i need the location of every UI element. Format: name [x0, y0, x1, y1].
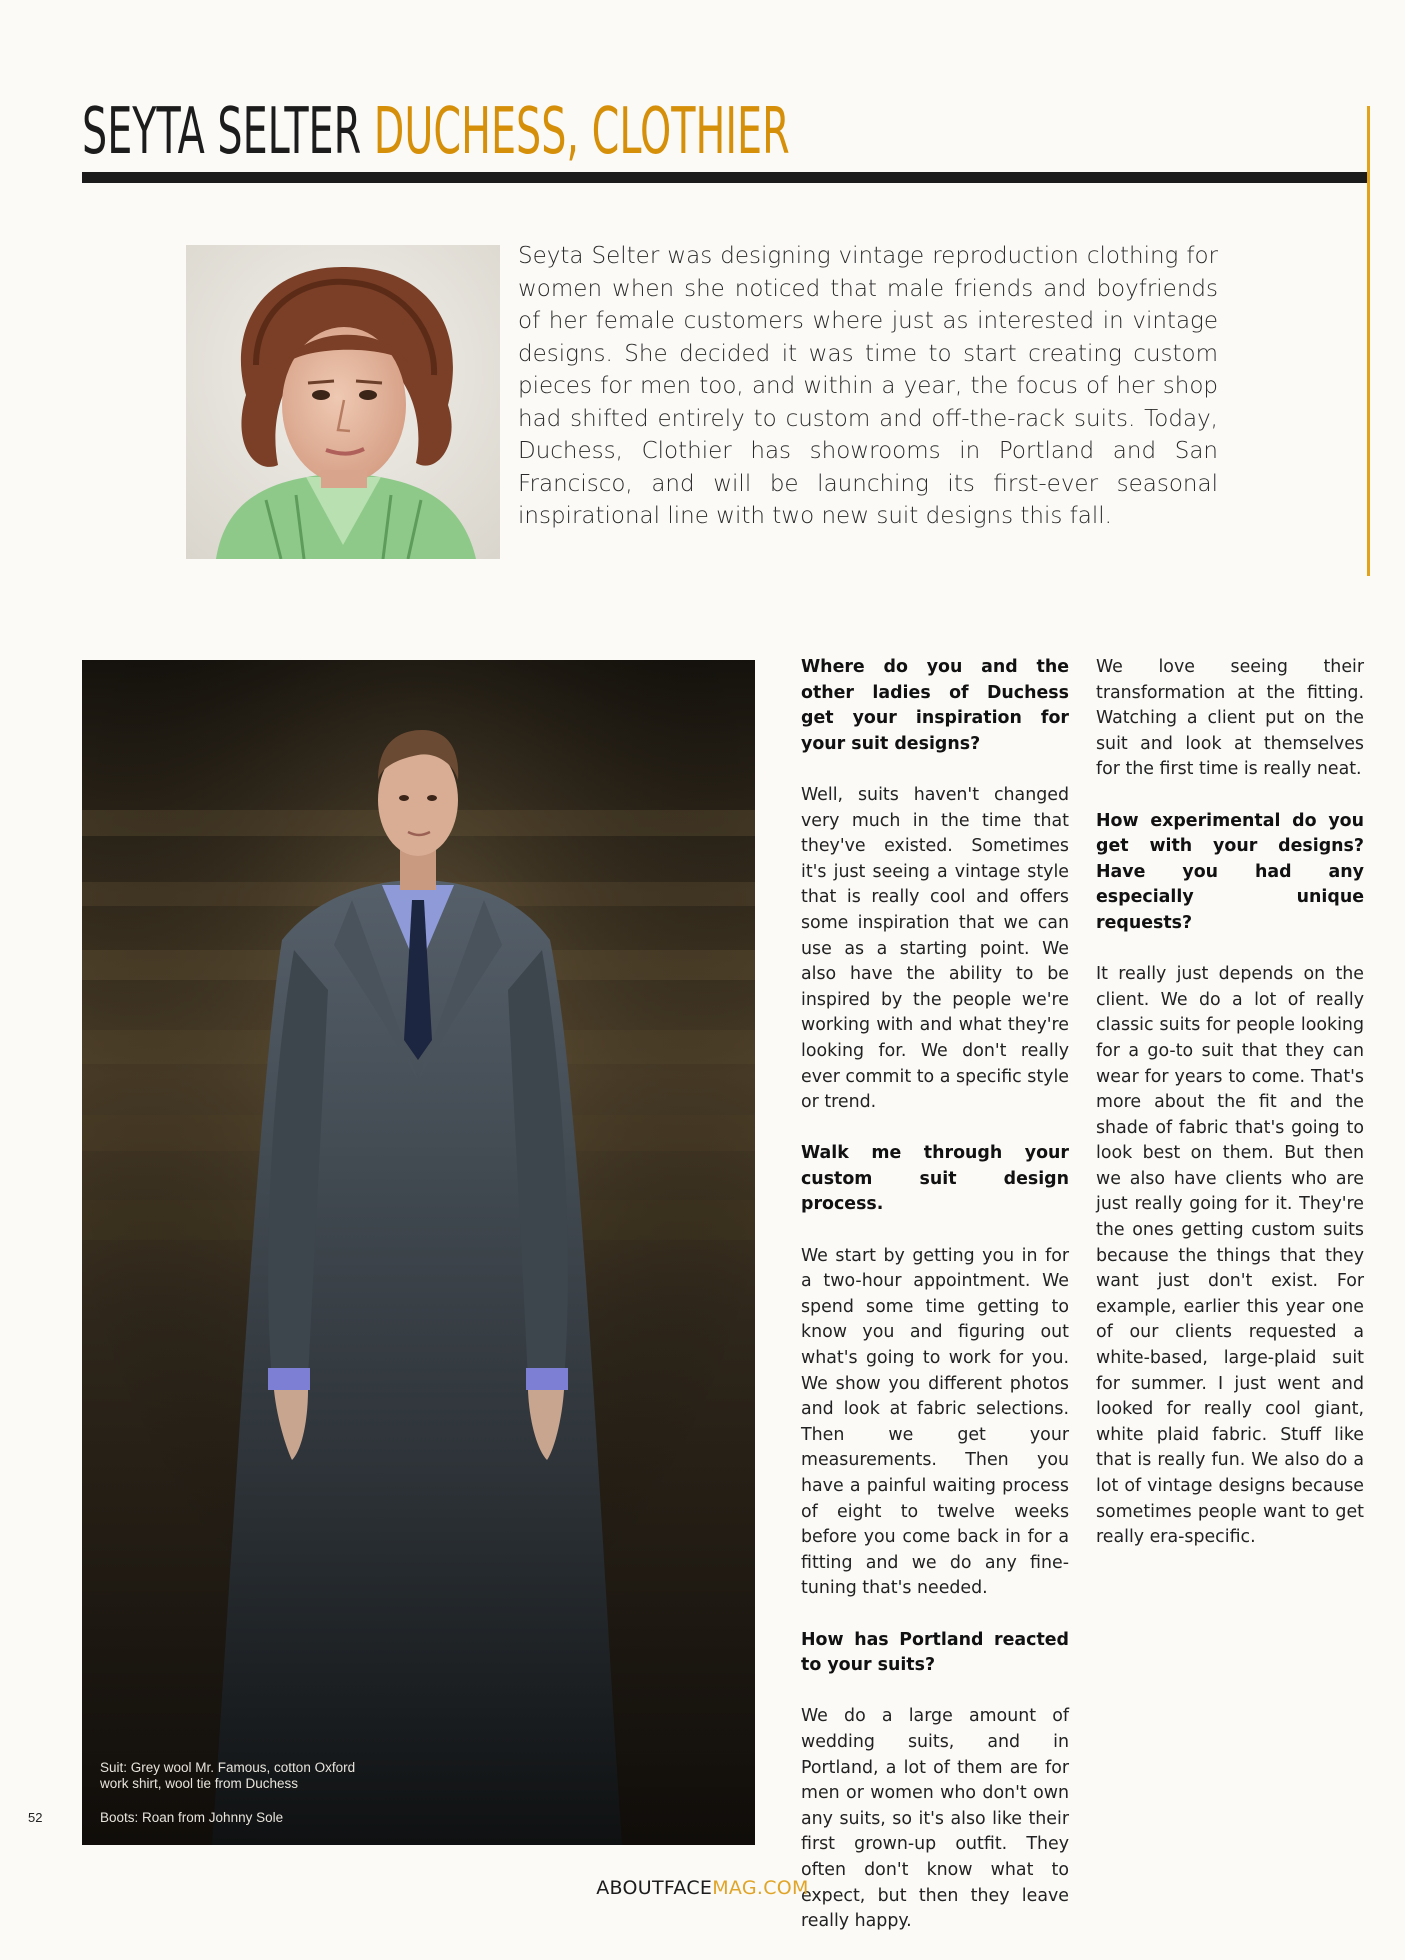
- article-column-2: [1096, 655, 1364, 1576]
- photo-caption-boots: Boots: Roan from Johnny Sole: [100, 1810, 284, 1825]
- answer-3: We do a large amount of wedding suits, and in Portland, a lot of them are for men or women who don't own any suits, so it's also like their first grown-up outfit. They often don't know what to expect, but then they leave really happy.: [801, 1706, 1069, 1932]
- caption-line2: work shirt, wool tie from Duchess: [100, 1776, 299, 1791]
- article-title: [82, 92, 790, 172]
- question-3: How has Portland reacted to your suits?: [801, 1629, 1069, 1676]
- portrait-photo: [186, 245, 500, 559]
- page-number: 52: [28, 1810, 43, 1825]
- footer-site-part2: MAG.COM: [712, 1877, 809, 1899]
- title-rule: [82, 172, 1368, 183]
- question-4: How experimental do you get with your designs? Have you had any especially unique requests?: [1096, 810, 1364, 933]
- footer-site-part1: ABOUTFACE: [596, 1877, 713, 1899]
- question-1: Where do you and the other ladies of Duchess get your inspiration for your suit designs?: [801, 657, 1069, 754]
- answer-1: Well, suits haven't changed very much in the time that they've existed. Sometimes it's just seeing a vintage style that is really cool and offers some inspiration that we can use as a starting point. We also have the ability to be inspired by the people we're working with and what they're looking for. We don't really ever commit to a specific style or trend.: [801, 784, 1069, 1113]
- footer-site-url: [0, 1877, 1405, 1899]
- answer-3-continued: We love seeing their transformation at the fitting. Watching a client put on the suit and look at themselves for the first time is really neat.: [1096, 657, 1364, 780]
- article-column-1: [801, 655, 1069, 1960]
- caption-line1: Suit: Grey wool Mr. Famous, cotton Oxford: [100, 1760, 356, 1775]
- feature-photo: [82, 660, 755, 1845]
- title-name: SEYTA SELTER: [82, 95, 362, 169]
- title-company: DUCHESS, CLOTHIER: [373, 95, 790, 169]
- question-2: Walk me through your custom suit design process.: [801, 1143, 1069, 1215]
- answer-4: It really just depends on the client. We do a lot of really classic suits for people looking for a go-to suit that they can wear for years to come. That's more about the fit and the shade of fabric that's going to look best on them. But then we also have clients who are just really going for it. They're the ones getting custom suits because the things that they want just don't exist. For example, earlier this year one of our clients requested a white-based, large-plaid suit for summer. I just went and looked for really cool giant, white plaid fabric. Stuff like that is really fun. We also do a lot of vintage designs because sometimes people want to get really era-specific.: [1096, 964, 1364, 1548]
- side-accent-line: [1367, 106, 1370, 576]
- intro-paragraph: Seyta Selter was designing vintage reproduction clothing for women when she noticed that male friends and boyfriends of her female customers where just as interested in vintage designs. She decided it was time to start creating custom pieces for men too, and within a year, the focus of her shop had shifted entirely to custom and off-the-rack suits. Today, Duchess, Clothier has showrooms in Portland and San Francisco, and will be launching its first-ever seasonal inspirational line with two new suit designs this fall.: [518, 243, 1218, 529]
- photo-caption: [100, 1760, 355, 1792]
- model-illustration: [82, 660, 755, 1845]
- portrait-illustration: [186, 245, 500, 559]
- answer-2: We start by getting you in for a two-hour appointment. We spend some time getting to know you and figuring out what's going to work for you. We show you different photos and look at fabric selections. Then we get your measurements. Then you have a painful waiting process of eight to twelve weeks before you come back in for a fitting and we do any fine-tuning that's needed.: [801, 1245, 1069, 1599]
